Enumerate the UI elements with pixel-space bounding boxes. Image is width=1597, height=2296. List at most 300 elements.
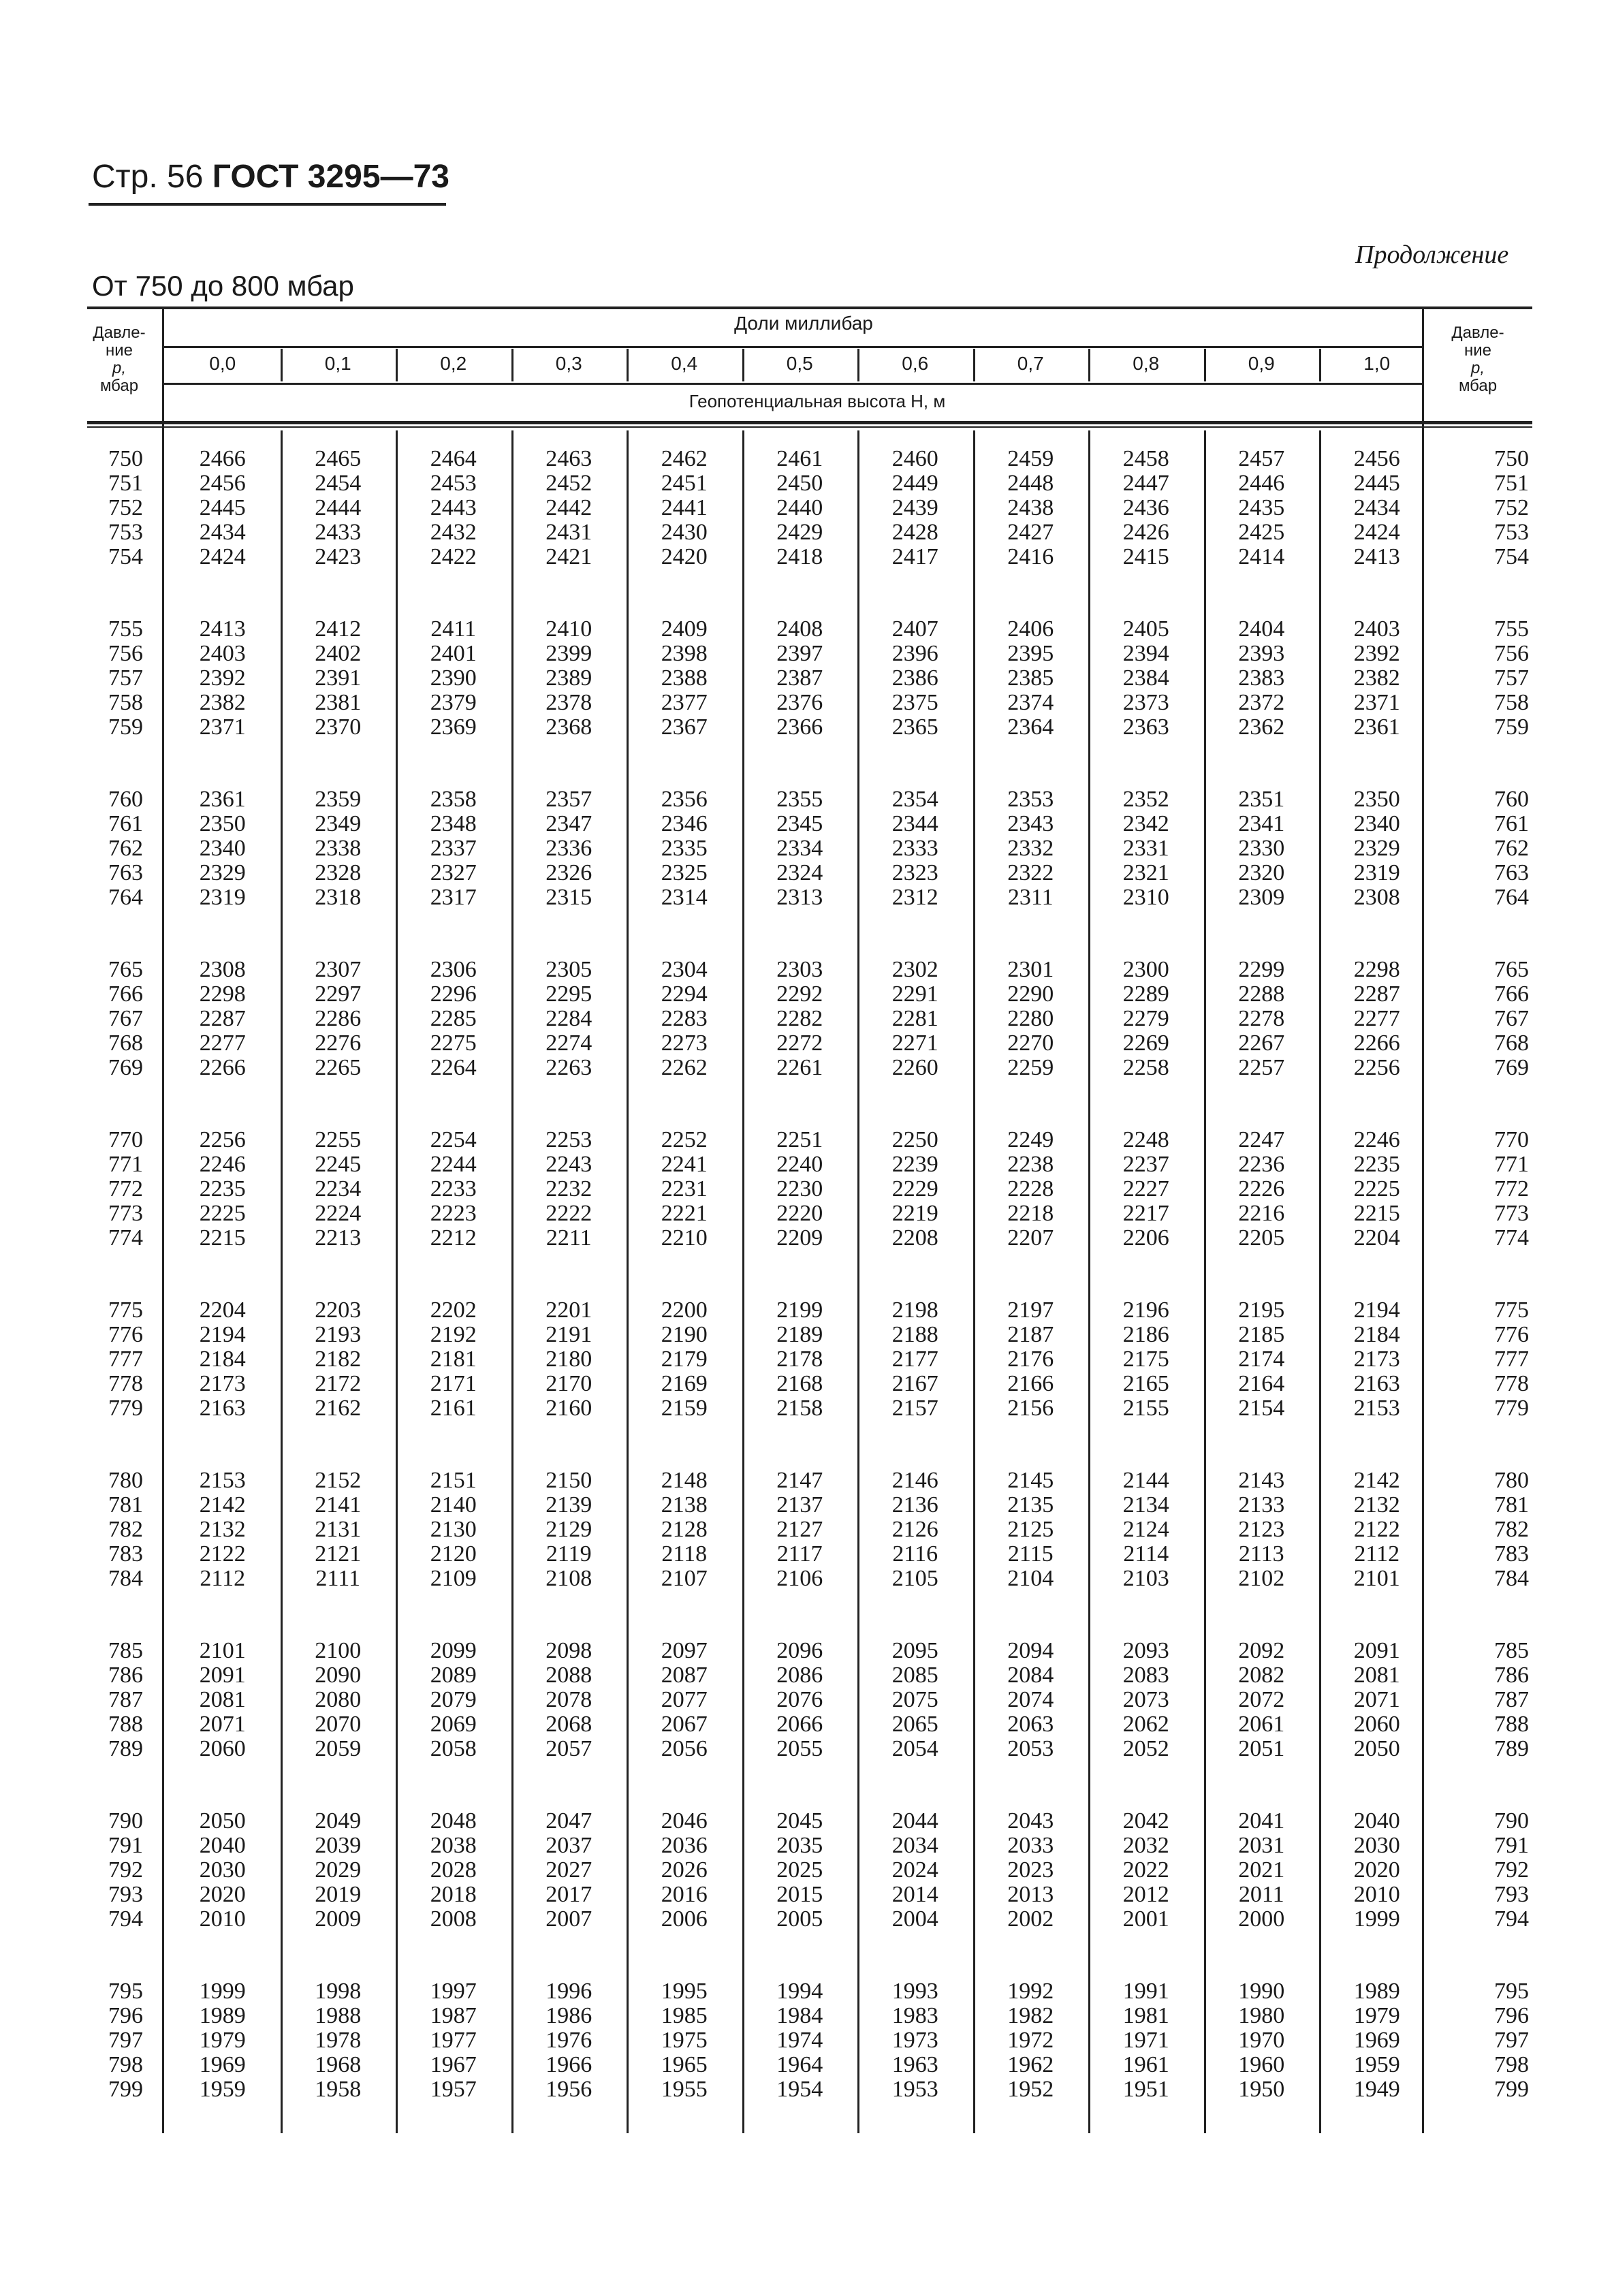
height-value: 2120 xyxy=(430,1541,477,1567)
pressure-right: 757 xyxy=(1494,665,1529,691)
height-value: 2057 xyxy=(545,1736,592,1761)
height-value: 2047 xyxy=(545,1808,592,1834)
height-value: 2162 xyxy=(315,1396,362,1421)
height-value: 2095 xyxy=(891,1638,938,1663)
pressure-right: 758 xyxy=(1494,690,1529,715)
height-value: 1954 xyxy=(776,2077,823,2102)
pressure-right: 788 xyxy=(1494,1712,1529,1737)
height-value: 2204 xyxy=(199,1298,246,1323)
height-value: 2358 xyxy=(430,787,477,812)
height-value: 2126 xyxy=(891,1517,938,1542)
height-value: 2070 xyxy=(315,1712,362,1737)
column-header: 0,2 xyxy=(440,353,467,374)
height-value: 2308 xyxy=(1353,885,1400,910)
height-value: 2091 xyxy=(199,1663,246,1688)
height-value: 2385 xyxy=(1007,665,1054,691)
height-value: 1969 xyxy=(1353,2028,1400,2053)
height-value: 2393 xyxy=(1238,641,1285,666)
height-value: 2029 xyxy=(315,1857,362,1883)
height-value: 2402 xyxy=(315,641,362,666)
height-value: 2022 xyxy=(1122,1857,1169,1883)
height-value: 2142 xyxy=(199,1492,246,1517)
height-value: 1999 xyxy=(199,1979,246,2004)
height-value: 2312 xyxy=(891,885,938,910)
height-value: 2275 xyxy=(430,1031,477,1056)
height-value: 2273 xyxy=(661,1031,708,1056)
height-value: 2338 xyxy=(315,836,362,861)
pressure-right: 792 xyxy=(1494,1857,1529,1883)
height-value: 2252 xyxy=(661,1127,708,1152)
height-value: 2094 xyxy=(1007,1638,1054,1663)
height-value: 2323 xyxy=(891,860,938,885)
height-value: 2116 xyxy=(892,1541,938,1567)
height-value: 1968 xyxy=(315,2052,362,2077)
height-value: 2156 xyxy=(1007,1396,1054,1421)
height-value: 2010 xyxy=(1353,1882,1400,1907)
height-value: 2303 xyxy=(776,957,823,982)
pressure-right: 776 xyxy=(1494,1322,1529,1347)
pressure-right: 756 xyxy=(1494,641,1529,666)
height-value: 1966 xyxy=(545,2052,592,2077)
height-value: 2236 xyxy=(1238,1152,1285,1177)
height-value: 2388 xyxy=(661,665,708,691)
height-value: 2464 xyxy=(430,446,477,471)
pressure-right: 765 xyxy=(1494,957,1529,982)
height-value: 2418 xyxy=(776,544,823,569)
height-value: 2031 xyxy=(1238,1833,1285,1858)
height-value: 1989 xyxy=(199,2003,246,2028)
height-value: 2225 xyxy=(199,1201,246,1226)
range-subtitle: От 750 до 800 мбар xyxy=(92,270,354,302)
height-value: 1964 xyxy=(776,2052,823,2077)
height-value: 2434 xyxy=(199,520,246,545)
pressure-left: 764 xyxy=(108,885,143,910)
height-value: 2281 xyxy=(891,1006,938,1031)
height-value: 2302 xyxy=(891,957,938,982)
height-value: 2392 xyxy=(1353,641,1400,666)
height-value: 2226 xyxy=(1238,1176,1285,1201)
column-header-separator xyxy=(511,349,513,381)
height-value: 2334 xyxy=(776,836,823,861)
height-value: 2210 xyxy=(661,1225,708,1251)
height-value: 2255 xyxy=(315,1127,362,1152)
height-value: 2189 xyxy=(776,1322,823,1347)
height-value: 2207 xyxy=(1007,1225,1054,1251)
pressure-left: 771 xyxy=(108,1152,143,1177)
column-header: 0,8 xyxy=(1133,353,1160,374)
column-header: 0,5 xyxy=(786,353,813,374)
pressure-left: 776 xyxy=(108,1322,143,1347)
height-value: 2006 xyxy=(661,1906,708,1932)
column-header: 0,6 xyxy=(902,353,929,374)
height-value: 2301 xyxy=(1007,957,1054,982)
height-value: 2456 xyxy=(1353,446,1400,471)
height-value: 2181 xyxy=(430,1347,477,1372)
height-value: 2310 xyxy=(1122,885,1169,910)
height-value: 2033 xyxy=(1007,1833,1054,1858)
height-value: 2277 xyxy=(1353,1006,1400,1031)
pressure-left: 760 xyxy=(108,787,143,812)
height-value: 2424 xyxy=(199,544,246,569)
height-value: 1959 xyxy=(199,2077,246,2102)
pressure-right: 771 xyxy=(1494,1152,1529,1177)
height-value: 2305 xyxy=(545,957,592,982)
pressure-right: 769 xyxy=(1494,1055,1529,1080)
column-header-separator xyxy=(1319,349,1321,381)
height-value: 2403 xyxy=(199,641,246,666)
height-value: 2423 xyxy=(315,544,362,569)
height-value: 2076 xyxy=(776,1687,823,1712)
column-separator xyxy=(742,430,744,2133)
height-value: 2042 xyxy=(1122,1808,1169,1834)
height-value: 2078 xyxy=(545,1687,592,1712)
pressure-left: 772 xyxy=(108,1176,143,1201)
pressure-left: 758 xyxy=(108,690,143,715)
height-value: 2097 xyxy=(661,1638,708,1663)
height-value: 2259 xyxy=(1007,1055,1054,1080)
height-value: 2353 xyxy=(1007,787,1054,812)
pressure-right: 752 xyxy=(1494,495,1529,520)
pressure-left: 766 xyxy=(108,981,143,1007)
height-value: 2382 xyxy=(1353,665,1400,691)
height-value: 2390 xyxy=(430,665,477,691)
height-value: 2277 xyxy=(199,1031,246,1056)
pressure-left: 759 xyxy=(108,714,143,740)
height-value: 2219 xyxy=(891,1201,938,1226)
height-value: 2198 xyxy=(891,1298,938,1323)
pressure-label-left: Давле- ние p, мбар xyxy=(93,324,146,395)
height-value: 2230 xyxy=(776,1176,823,1201)
height-value: 2269 xyxy=(1122,1031,1169,1056)
height-value: 2020 xyxy=(199,1882,246,1907)
height-value: 2039 xyxy=(315,1833,362,1858)
height-value: 2440 xyxy=(776,495,823,520)
height-value: 2298 xyxy=(199,981,246,1007)
height-value: 2136 xyxy=(891,1492,938,1517)
height-value: 2392 xyxy=(199,665,246,691)
height-value: 2463 xyxy=(545,446,592,471)
height-value: 2228 xyxy=(1007,1176,1054,1201)
height-value: 2089 xyxy=(430,1663,477,1688)
height-value: 2163 xyxy=(199,1396,246,1421)
height-value: 1991 xyxy=(1122,1979,1169,2004)
pressure-left: 795 xyxy=(108,1979,143,2004)
height-value: 2060 xyxy=(1353,1712,1400,1737)
height-value: 2105 xyxy=(891,1566,938,1591)
height-value: 2087 xyxy=(661,1663,708,1688)
columns-rule xyxy=(163,383,1423,385)
height-value: 2043 xyxy=(1007,1808,1054,1834)
height-value: 2173 xyxy=(1353,1347,1400,1372)
height-value: 2071 xyxy=(1353,1687,1400,1712)
height-value: 2395 xyxy=(1007,641,1054,666)
height-value: 2233 xyxy=(430,1176,477,1201)
pressure-right: 798 xyxy=(1494,2052,1529,2077)
height-value: 2241 xyxy=(661,1152,708,1177)
height-value: 2276 xyxy=(315,1031,362,1056)
pressure-right: 783 xyxy=(1494,1541,1529,1567)
height-value: 2074 xyxy=(1007,1687,1054,1712)
height-value: 2253 xyxy=(545,1127,592,1152)
height-value: 2283 xyxy=(661,1006,708,1031)
height-value: 2000 xyxy=(1238,1906,1285,1932)
height-value: 2290 xyxy=(1007,981,1054,1007)
height-value: 2376 xyxy=(776,690,823,715)
pressure-right: 794 xyxy=(1494,1906,1529,1932)
height-value: 2227 xyxy=(1122,1176,1169,1201)
pressure-left: 799 xyxy=(108,2077,143,2102)
column-header-separator xyxy=(281,349,283,381)
height-value: 1967 xyxy=(430,2052,477,2077)
height-value: 2002 xyxy=(1007,1906,1054,1932)
height-value: 2021 xyxy=(1238,1857,1285,1883)
height-value: 2079 xyxy=(430,1687,477,1712)
height-value: 2295 xyxy=(545,981,592,1007)
height-value: 2160 xyxy=(545,1396,592,1421)
height-value: 1981 xyxy=(1122,2003,1169,2028)
height-value: 2327 xyxy=(430,860,477,885)
height-value: 2335 xyxy=(661,836,708,861)
height-value: 2028 xyxy=(430,1857,477,1883)
height-value: 2194 xyxy=(199,1322,246,1347)
height-value: 1979 xyxy=(1353,2003,1400,2028)
height-value: 2113 xyxy=(1238,1541,1284,1567)
pressure-right: 750 xyxy=(1494,446,1529,471)
column-header-separator xyxy=(857,349,859,381)
height-value: 2235 xyxy=(199,1176,246,1201)
height-value: 2036 xyxy=(661,1833,708,1858)
height-value: 2416 xyxy=(1007,544,1054,569)
height-value: 2356 xyxy=(661,787,708,812)
height-value: 2307 xyxy=(315,957,362,982)
height-value: 2081 xyxy=(1353,1663,1400,1688)
height-value: 1974 xyxy=(776,2028,823,2053)
height-value: 2140 xyxy=(430,1492,477,1517)
pressure-right: 753 xyxy=(1494,520,1529,545)
height-value: 2154 xyxy=(1238,1396,1285,1421)
height-value: 2224 xyxy=(315,1201,362,1226)
height-value: 2414 xyxy=(1238,544,1285,569)
height-value: 2172 xyxy=(315,1371,362,1396)
height-value: 2170 xyxy=(545,1371,592,1396)
header-rule xyxy=(89,203,446,206)
height-value: 2111 xyxy=(315,1566,360,1591)
height-value: 2384 xyxy=(1122,665,1169,691)
height-value: 2258 xyxy=(1122,1055,1169,1080)
height-value: 2173 xyxy=(199,1371,246,1396)
height-value: 2125 xyxy=(1007,1517,1054,1542)
height-value: 2206 xyxy=(1122,1225,1169,1251)
pressure-right: 761 xyxy=(1494,811,1529,836)
height-value: 2096 xyxy=(776,1638,823,1663)
height-value: 2404 xyxy=(1238,616,1285,642)
height-value: 2321 xyxy=(1122,860,1169,885)
height-value: 2270 xyxy=(1007,1031,1054,1056)
height-value: 2141 xyxy=(315,1492,362,1517)
height-value: 2220 xyxy=(776,1201,823,1226)
height-value: 1972 xyxy=(1007,2028,1054,2053)
height-value: 2117 xyxy=(776,1541,823,1567)
column-header: 0,0 xyxy=(209,353,236,374)
height-value: 2256 xyxy=(1353,1055,1400,1080)
height-value: 2288 xyxy=(1238,981,1285,1007)
height-value: 2292 xyxy=(776,981,823,1007)
pressure-left: 782 xyxy=(108,1517,143,1542)
height-value: 2212 xyxy=(430,1225,477,1251)
height-value: 2432 xyxy=(430,520,477,545)
height-value: 2298 xyxy=(1353,957,1400,982)
pressure-right: 777 xyxy=(1494,1347,1529,1372)
pressure-left: 770 xyxy=(108,1127,143,1152)
height-value: 2256 xyxy=(199,1127,246,1152)
pressure-left: 781 xyxy=(108,1492,143,1517)
column-header-separator xyxy=(1088,349,1090,381)
pressure-left: 789 xyxy=(108,1736,143,1761)
height-value: 2287 xyxy=(199,1006,246,1031)
height-value: 1975 xyxy=(661,2028,708,2053)
pressure-right: 766 xyxy=(1494,981,1529,1007)
height-value: 2049 xyxy=(315,1808,362,1834)
height-value: 1980 xyxy=(1238,2003,1285,2028)
height-value: 2222 xyxy=(545,1201,592,1226)
height-value: 2169 xyxy=(661,1371,708,1396)
pressure-left: 785 xyxy=(108,1638,143,1663)
height-value: 2371 xyxy=(199,714,246,740)
pressure-right: 768 xyxy=(1494,1031,1529,1056)
height-value: 2027 xyxy=(545,1857,592,1883)
height-value: 2085 xyxy=(891,1663,938,1688)
height-value: 2199 xyxy=(776,1298,823,1323)
height-value: 2248 xyxy=(1122,1127,1169,1152)
height-value: 2413 xyxy=(199,616,246,642)
height-value: 2407 xyxy=(891,616,938,642)
height-value: 2204 xyxy=(1353,1225,1400,1251)
height-value: 2201 xyxy=(545,1298,592,1323)
height-value: 2417 xyxy=(891,544,938,569)
pressure-left: 752 xyxy=(108,495,143,520)
height-value: 2102 xyxy=(1238,1566,1285,1591)
height-value: 2412 xyxy=(315,616,362,642)
height-value: 2244 xyxy=(430,1152,477,1177)
column-separator xyxy=(396,430,398,2133)
height-value: 2297 xyxy=(315,981,362,1007)
height-value: 2361 xyxy=(199,787,246,812)
pressure-right: 767 xyxy=(1494,1006,1529,1031)
height-value: 2178 xyxy=(776,1347,823,1372)
column-header: 0,7 xyxy=(1017,353,1044,374)
height-value: 2153 xyxy=(1353,1396,1400,1421)
height-value: 2363 xyxy=(1122,714,1169,740)
height-value: 2163 xyxy=(1353,1371,1400,1396)
height-value: 2441 xyxy=(661,495,708,520)
height-value: 2114 xyxy=(1123,1541,1169,1567)
pressure-left: 786 xyxy=(108,1663,143,1688)
height-value: 2050 xyxy=(199,1808,246,1834)
height-value: 2051 xyxy=(1238,1736,1285,1761)
height-value: 1982 xyxy=(1007,2003,1054,2028)
height-value: 2218 xyxy=(1007,1201,1054,1226)
height-value: 2451 xyxy=(661,471,708,496)
height-value: 2280 xyxy=(1007,1006,1054,1031)
height-value: 2368 xyxy=(545,714,592,740)
height-value: 2216 xyxy=(1238,1201,1285,1226)
height-value: 2091 xyxy=(1353,1638,1400,1663)
height-value: 2424 xyxy=(1353,520,1400,545)
height-value: 2291 xyxy=(891,981,938,1007)
pressure-right: 779 xyxy=(1494,1396,1529,1421)
pressure-right: 763 xyxy=(1494,860,1529,885)
height-value: 2357 xyxy=(545,787,592,812)
height-value: 1999 xyxy=(1353,1906,1400,1932)
height-value: 1973 xyxy=(891,2028,938,2053)
height-value: 2090 xyxy=(315,1663,362,1688)
column-separator xyxy=(627,430,629,2133)
height-value: 2016 xyxy=(661,1882,708,1907)
height-value: 2018 xyxy=(430,1882,477,1907)
height-value: 2459 xyxy=(1007,446,1054,471)
height-value: 2413 xyxy=(1353,544,1400,569)
height-value: 2443 xyxy=(430,495,477,520)
height-value: 2065 xyxy=(891,1712,938,1737)
pressure-left: 756 xyxy=(108,641,143,666)
height-value: 2119 xyxy=(545,1541,592,1567)
pressure-left: 773 xyxy=(108,1201,143,1226)
height-value: 2062 xyxy=(1122,1712,1169,1737)
height-value: 2282 xyxy=(776,1006,823,1031)
height-value: 1976 xyxy=(545,2028,592,2053)
height-value: 2336 xyxy=(545,836,592,861)
height-value: 2132 xyxy=(199,1517,246,1542)
height-value: 2225 xyxy=(1353,1176,1400,1201)
column-separator xyxy=(511,430,513,2133)
height-value: 2038 xyxy=(430,1833,477,1858)
height-value: 2375 xyxy=(891,690,938,715)
height-value: 2452 xyxy=(545,471,592,496)
height-value: 2223 xyxy=(430,1201,477,1226)
height-value: 2436 xyxy=(1122,495,1169,520)
height-value: 2146 xyxy=(891,1468,938,1493)
height-value: 2355 xyxy=(776,787,823,812)
height-value: 2205 xyxy=(1238,1225,1285,1251)
height-value: 2260 xyxy=(891,1055,938,1080)
header-bottom-rule xyxy=(87,421,1532,424)
height-value: 2285 xyxy=(430,1006,477,1031)
pressure-left: 769 xyxy=(108,1055,143,1080)
height-value: 2151 xyxy=(430,1468,477,1493)
height-value: 2247 xyxy=(1238,1127,1285,1152)
height-value: 2347 xyxy=(545,811,592,836)
height-value: 2235 xyxy=(1353,1152,1400,1177)
header-bottom-rule-2 xyxy=(87,426,1532,428)
page-header xyxy=(92,158,449,195)
height-value: 2075 xyxy=(891,1687,938,1712)
height-value: 2329 xyxy=(1353,836,1400,861)
height-value: 2015 xyxy=(776,1882,823,1907)
pressure-right: 762 xyxy=(1494,836,1529,861)
height-value: 2433 xyxy=(315,520,362,545)
height-value: 2045 xyxy=(776,1808,823,1834)
height-value: 2381 xyxy=(315,690,362,715)
height-value: 2421 xyxy=(545,544,592,569)
height-value: 2401 xyxy=(430,641,477,666)
height-value: 2202 xyxy=(430,1298,477,1323)
height-value: 2331 xyxy=(1122,836,1169,861)
height-value: 1960 xyxy=(1238,2052,1285,2077)
height-value: 2023 xyxy=(1007,1857,1054,1883)
column-header: 0,1 xyxy=(324,353,351,374)
height-value: 2279 xyxy=(1122,1006,1169,1031)
height-value: 2346 xyxy=(661,811,708,836)
